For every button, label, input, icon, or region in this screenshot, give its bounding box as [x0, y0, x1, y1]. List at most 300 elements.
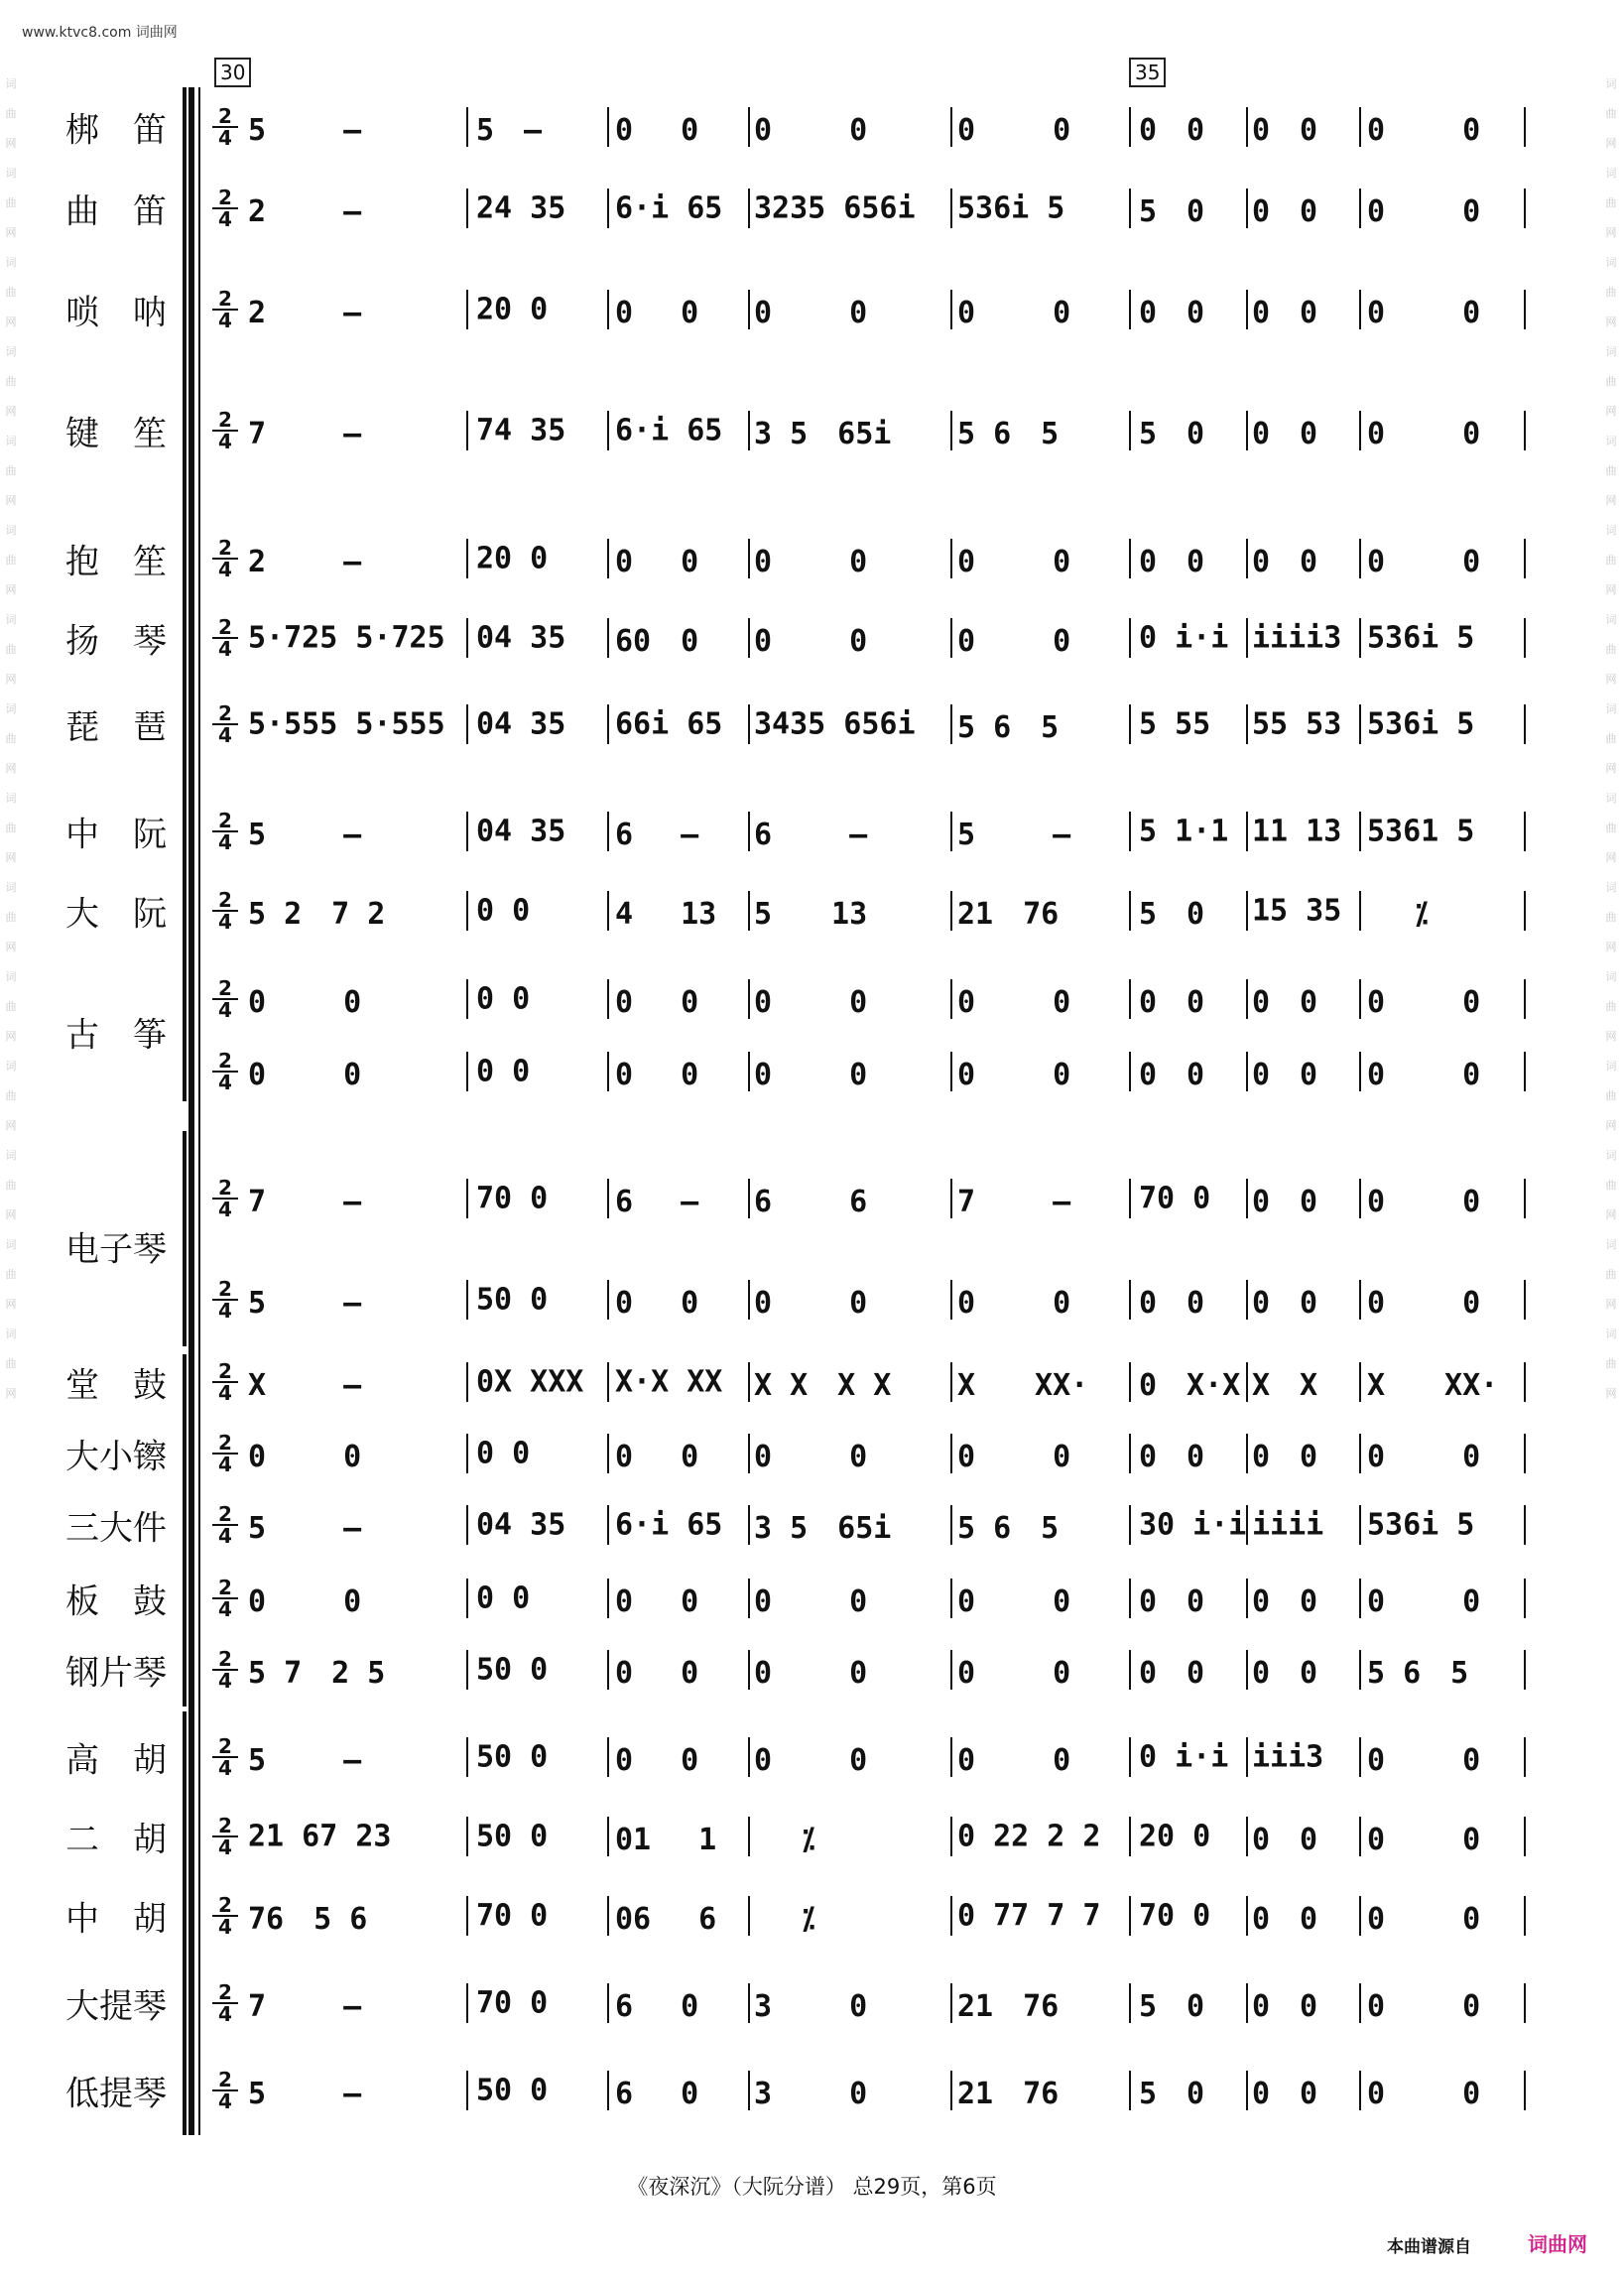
measure-notes: 24 35 — [476, 190, 566, 226]
barline — [1524, 1737, 1526, 1777]
barline — [1129, 189, 1131, 228]
barline — [1359, 1737, 1361, 1777]
time-signature-top: 2 — [212, 978, 238, 1000]
barline — [1129, 812, 1131, 851]
time-signature — [212, 811, 238, 852]
barline — [1359, 812, 1361, 851]
measure-notes: 2 – — [248, 545, 362, 579]
barline — [1524, 411, 1526, 450]
time-signature-bottom: 4 — [218, 1381, 232, 1405]
time-signature — [212, 1895, 238, 1937]
barline — [1524, 891, 1526, 931]
measure-notes: 0 0 — [1139, 545, 1205, 579]
barline — [748, 1280, 750, 1320]
measure-notes: 21 76 — [957, 2077, 1060, 2111]
barline — [950, 1983, 952, 2023]
barline — [1246, 1362, 1248, 1402]
measure-notes: 0 0 — [754, 1743, 868, 1778]
instrument-name: 唢 呐 — [65, 293, 167, 333]
barline — [1524, 1179, 1526, 1218]
measure-notes: 3 5 65i — [754, 1511, 892, 1546]
instrument-name: 琵 琶 — [65, 707, 167, 748]
measure-notes: iiii — [1252, 1507, 1324, 1543]
barline — [466, 1362, 468, 1402]
barline — [1129, 2071, 1131, 2110]
measure-notes: ⁒ — [1367, 897, 1429, 932]
measure-notes: 5 – — [248, 2077, 362, 2111]
measure-notes: 5361 5 — [1367, 814, 1475, 849]
time-signature-top: 2 — [212, 1279, 238, 1301]
measure-notes: 0 0 — [957, 113, 1071, 148]
instrument-name: 低提琴 — [65, 2074, 167, 2114]
measure-notes: 60 0 — [615, 624, 699, 659]
measure-notes: 5 – — [248, 113, 362, 148]
time-signature-top: 2 — [212, 538, 238, 560]
barline — [950, 1896, 952, 1936]
barline — [950, 1052, 952, 1091]
measure-notes: 0 0 — [1367, 1584, 1481, 1619]
time-signature-bottom: 4 — [218, 1198, 232, 1221]
barline — [466, 411, 468, 450]
barline — [1524, 1280, 1526, 1320]
measure-notes: 3435 656i — [754, 706, 916, 742]
time-signature-bottom: 4 — [218, 998, 232, 1022]
measure-notes: 0 0 — [957, 296, 1071, 330]
barline — [1524, 812, 1526, 851]
barline — [748, 1362, 750, 1402]
barline — [1524, 618, 1526, 658]
measure-notes: 0 X·X — [1139, 1368, 1241, 1403]
barline — [607, 1179, 609, 1218]
measure-notes: 6 – — [615, 818, 699, 852]
measure-notes: 0 0 — [957, 1584, 1071, 1619]
measure-notes: 0 0 — [1367, 1823, 1481, 1857]
barline — [950, 2071, 952, 2110]
measure-notes: 0 0 — [615, 545, 699, 579]
measure-notes: 0 0 — [615, 1584, 699, 1619]
instrument-name: 大小镲 — [65, 1437, 167, 1477]
barline — [1246, 1505, 1248, 1545]
barline — [1524, 979, 1526, 1019]
measure-notes: 0 0 — [1252, 1584, 1318, 1619]
barline — [466, 618, 468, 658]
time-signature-top: 2 — [212, 1816, 238, 1837]
measure-notes: 6 0 — [615, 1989, 699, 2024]
barline — [607, 618, 609, 658]
time-signature-bottom: 4 — [218, 1524, 232, 1548]
barline — [1359, 891, 1361, 931]
barline — [1246, 618, 1248, 658]
measure-notes: 0 0 — [615, 296, 699, 330]
instrument-name: 三大件 — [65, 1508, 167, 1549]
measure-notes: 7 – — [248, 1185, 362, 1219]
measure-notes: 2 – — [248, 296, 362, 330]
barline — [466, 1052, 468, 1091]
measure-notes: 7 – — [248, 417, 362, 451]
site-url[interactable]: www.ktvc8.com 词曲网 — [22, 25, 178, 41]
measure-notes: 0 0 — [476, 893, 531, 929]
measure-notes: 0 0 — [1139, 1058, 1205, 1092]
instrument-name: 板 鼓 — [65, 1581, 167, 1622]
measure-notes: 0 0 — [754, 1440, 868, 1474]
measure-notes: 0 0 — [248, 1584, 362, 1619]
measure-notes: 6·i 65 — [615, 1507, 723, 1543]
side-watermark-left: 词曲网词曲网词曲网词曲网词曲网词曲网词曲网词曲网词曲网词曲网词曲网词曲网词曲网词曲网词曲网 — [5, 77, 17, 1400]
barline — [466, 1650, 468, 1690]
barline — [950, 704, 952, 744]
barline — [466, 2071, 468, 2110]
instrument-name: 键 笙 — [65, 414, 167, 454]
measure-notes: 0 0 — [1252, 113, 1318, 148]
group-bracket — [183, 1711, 187, 2135]
system-start-barline — [198, 87, 200, 2135]
barline — [1129, 1983, 1131, 2023]
measure-notes: 0 0 — [615, 1058, 699, 1092]
measure-notes: 0 0 — [1367, 1058, 1481, 1092]
barline — [950, 107, 952, 147]
barline — [748, 1052, 750, 1091]
measure-notes: iii3 — [1252, 1739, 1324, 1775]
instrument-name: 大提琴 — [65, 1986, 167, 2027]
barline — [1246, 107, 1248, 147]
barline — [950, 1505, 952, 1545]
time-signature-bottom: 4 — [218, 723, 232, 747]
instrument-name: 中 阮 — [65, 815, 167, 855]
barline — [1129, 1280, 1131, 1320]
barline — [748, 189, 750, 228]
barline — [1246, 1179, 1248, 1218]
barline — [1246, 539, 1248, 578]
measure-notes: 50 0 — [476, 1282, 549, 1318]
measure-notes: 20 0 — [476, 292, 549, 327]
measure-notes: 0 0 — [754, 1286, 868, 1321]
measure-notes: 3235 656i — [754, 190, 916, 226]
measure-notes: 0 0 — [957, 1656, 1071, 1691]
measure-notes: 74 35 — [476, 413, 566, 448]
measure-notes: 0 0 — [1252, 985, 1318, 1020]
barline — [607, 1737, 609, 1777]
measure-notes: 11 13 — [1252, 814, 1342, 849]
instrument-name: 古 筝 — [65, 1015, 167, 1056]
measure-notes: 04 35 — [476, 814, 566, 849]
barline — [950, 290, 952, 329]
barline — [607, 1434, 609, 1473]
measure-notes: 0X XXX — [476, 1364, 584, 1400]
measure-notes: 5 0 — [1139, 897, 1205, 932]
barline — [1129, 1896, 1131, 1936]
side-watermark-right: 词曲网词曲网词曲网词曲网词曲网词曲网词曲网词曲网词曲网词曲网词曲网词曲网词曲网词曲网词曲网 — [1605, 77, 1617, 1400]
measure-notes: 0 0 — [615, 1656, 699, 1691]
barline — [466, 290, 468, 329]
measure-notes: X·X XX — [615, 1364, 723, 1400]
measure-notes: 0 0 — [1252, 296, 1318, 330]
barline — [607, 704, 609, 744]
barline — [1524, 539, 1526, 578]
time-signature-bottom: 4 — [218, 1835, 232, 1859]
brand-logo[interactable]: 词曲网 — [1528, 2232, 1587, 2256]
group-bracket — [183, 87, 187, 615]
barline — [748, 1896, 750, 1936]
measure-notes: 0 0 — [476, 1581, 531, 1616]
measure-notes: 0 0 — [248, 985, 362, 1020]
barline — [1524, 107, 1526, 147]
measure-notes: 3 0 — [754, 2077, 868, 2111]
measure-notes: 0 0 — [1367, 1989, 1481, 2024]
measure-notes: 06 6 — [615, 1902, 717, 1937]
measure-notes: 0 0 — [1252, 1440, 1318, 1474]
measure-notes: 0 0 — [1139, 985, 1205, 1020]
time-signature — [212, 1816, 238, 1857]
measure-notes: 6 – — [615, 1185, 699, 1219]
group-bracket — [183, 1354, 187, 1707]
measure-notes: 0 0 — [1367, 1185, 1481, 1219]
time-signature-top: 2 — [212, 1504, 238, 1526]
measure-notes: 0 i·i — [1139, 1739, 1229, 1775]
measure-notes: 0 0 — [754, 624, 868, 659]
measure-notes: 536i 5 — [1367, 620, 1475, 656]
instrument-name: 二 胡 — [65, 1820, 167, 1860]
measure-notes: 5 0 — [1139, 2077, 1205, 2111]
measure-notes: 0 i·i — [1139, 620, 1229, 656]
instrument-name: 钢片琴 — [65, 1653, 167, 1694]
time-signature-top: 2 — [212, 410, 238, 432]
barline — [1129, 891, 1131, 931]
measure-notes: 20 0 — [1139, 1819, 1211, 1854]
barline — [1524, 1650, 1526, 1690]
barline — [466, 107, 468, 147]
barline — [1246, 1434, 1248, 1473]
time-signature-bottom: 4 — [218, 1597, 232, 1621]
barline — [1524, 1505, 1526, 1545]
measure-notes: 0 0 — [957, 1058, 1071, 1092]
measure-notes: X XX· — [957, 1368, 1089, 1403]
time-signature-top: 2 — [212, 1649, 238, 1671]
barline — [950, 411, 952, 450]
time-signature-top: 2 — [212, 1578, 238, 1599]
barline — [1129, 107, 1131, 147]
group-bracket — [183, 967, 187, 1101]
measure-notes: 2 – — [248, 194, 362, 229]
barline — [1359, 618, 1361, 658]
measure-notes: 5 2 7 2 — [248, 897, 386, 932]
instrument-name: 曲 笛 — [65, 191, 167, 232]
time-signature — [212, 538, 238, 579]
time-signature — [212, 1982, 238, 2024]
time-signature — [212, 1361, 238, 1403]
measure-notes: 50 0 — [476, 1739, 549, 1775]
time-signature — [212, 890, 238, 932]
barline — [1246, 704, 1248, 744]
rehearsal-mark-35: 35 — [1129, 58, 1166, 87]
time-signature — [212, 106, 238, 148]
barline — [607, 107, 609, 147]
time-signature-bottom: 4 — [218, 1453, 232, 1476]
measure-notes: 50 0 — [476, 1652, 549, 1688]
time-signature-bottom: 4 — [218, 637, 232, 661]
barline — [748, 107, 750, 147]
measure-notes: 0 0 — [248, 1058, 362, 1092]
group-bracket — [183, 1131, 187, 1346]
measure-notes: 0 0 — [1367, 1902, 1481, 1937]
measure-notes: 0 0 — [1252, 1286, 1318, 1321]
measure-notes: 0 0 — [476, 981, 531, 1017]
barline — [748, 704, 750, 744]
barline — [1246, 1280, 1248, 1320]
measure-notes: 50 0 — [476, 2073, 549, 2108]
measure-notes: 536i 5 — [1367, 1507, 1475, 1543]
barline — [950, 812, 952, 851]
time-signature-top: 2 — [212, 617, 238, 639]
measure-notes: 21 76 — [957, 1989, 1060, 2024]
measure-notes: 5 6 5 — [957, 710, 1060, 745]
barline — [1359, 1362, 1361, 1402]
measure-notes: 0 0 — [615, 1286, 699, 1321]
measure-notes: 0 0 — [1367, 985, 1481, 1020]
barline — [1129, 1362, 1131, 1402]
instrument-name: 抱 笙 — [65, 542, 167, 582]
barline — [950, 1280, 952, 1320]
barline — [748, 812, 750, 851]
barline — [1129, 1650, 1131, 1690]
measure-notes: 5 – — [248, 818, 362, 852]
barline — [1359, 290, 1361, 329]
time-signature-bottom: 4 — [218, 2089, 232, 2113]
barline — [466, 1983, 468, 2023]
barline — [607, 979, 609, 1019]
measure-notes: 7 – — [957, 1185, 1071, 1219]
barline — [1359, 1052, 1361, 1091]
barline — [1246, 1052, 1248, 1091]
barline — [1359, 539, 1361, 578]
time-signature-top: 2 — [212, 703, 238, 725]
instrument-name: 堂 鼓 — [65, 1365, 167, 1406]
measure-notes: 01 1 — [615, 1823, 717, 1857]
barline — [950, 1179, 952, 1218]
measure-notes: 0 0 — [754, 545, 868, 579]
time-signature — [212, 1649, 238, 1691]
barline — [466, 704, 468, 744]
barline — [748, 1505, 750, 1545]
barline — [607, 189, 609, 228]
instrument-name: 梆 笛 — [65, 110, 167, 151]
measure-notes: 0 0 — [957, 1286, 1071, 1321]
measure-notes: 5 1·1 — [1139, 814, 1229, 849]
measure-notes: X – — [248, 1368, 362, 1403]
time-signature-top: 2 — [212, 289, 238, 311]
measure-notes: 536i 5 — [1367, 706, 1475, 742]
measure-notes: 04 35 — [476, 706, 566, 742]
barline — [607, 1280, 609, 1320]
time-signature-bottom: 4 — [218, 1915, 232, 1939]
measure-notes: 0 0 — [754, 1584, 868, 1619]
time-signature-top: 2 — [212, 1051, 238, 1073]
measure-notes: 5 0 — [1139, 1989, 1205, 2024]
barline — [466, 1179, 468, 1218]
barline — [748, 1579, 750, 1618]
time-signature-bottom: 4 — [218, 1299, 232, 1323]
measure-notes: 0 0 — [615, 1743, 699, 1778]
time-signature-top: 2 — [212, 1736, 238, 1758]
measure-notes: 0 0 — [1367, 1440, 1481, 1474]
barline — [1359, 1179, 1361, 1218]
measure-notes: 70 0 — [476, 1181, 549, 1216]
measure-notes: 5 6 5 — [957, 1511, 1060, 1546]
measure-notes: 50 0 — [476, 1819, 549, 1854]
measure-notes: 0 0 — [1139, 1584, 1205, 1619]
barline — [607, 1052, 609, 1091]
measure-notes: ⁒ — [754, 1902, 815, 1937]
barline — [748, 1434, 750, 1473]
barline — [607, 1362, 609, 1402]
time-signature — [212, 1736, 238, 1778]
barline — [607, 539, 609, 578]
time-signature-top: 2 — [212, 1895, 238, 1917]
measure-notes: 0 0 — [1252, 2077, 1318, 2111]
barline — [748, 1817, 750, 1856]
barline — [1359, 107, 1361, 147]
barline — [607, 290, 609, 329]
time-signature-top: 2 — [212, 1178, 238, 1200]
barline — [466, 812, 468, 851]
measure-notes: 0 0 — [1252, 194, 1318, 229]
measure-notes: 0 0 — [754, 296, 868, 330]
measure-notes: 0 0 — [1367, 1743, 1481, 1778]
measure-notes: 0 0 — [957, 624, 1071, 659]
time-signature-top: 2 — [212, 1433, 238, 1455]
measure-notes: 6 0 — [615, 2077, 699, 2111]
measure-notes: 0 0 — [1139, 1656, 1205, 1691]
time-signature — [212, 703, 238, 745]
instrument-name: 大 阮 — [65, 894, 167, 935]
measure-notes: 0 0 — [957, 1440, 1071, 1474]
measure-notes: 0 0 — [1252, 1989, 1318, 2024]
barline — [1524, 1579, 1526, 1618]
barline — [1359, 1817, 1361, 1856]
measure-notes: 5 6 5 — [957, 417, 1060, 451]
measure-notes: 536i 5 — [957, 190, 1065, 226]
page-footer: 《夜深沉》（大阮分谱） 总29页，第6页 — [627, 2175, 997, 2199]
measure-notes: 66i 65 — [615, 706, 723, 742]
measure-notes: ⁒ — [754, 1823, 815, 1857]
barline — [607, 411, 609, 450]
instrument-name: 电子琴 — [65, 1229, 167, 1270]
barline — [1524, 1896, 1526, 1936]
time-signature — [212, 1433, 238, 1474]
measure-notes: 0 0 — [1367, 2077, 1481, 2111]
barline — [748, 1179, 750, 1218]
barline — [1524, 2071, 1526, 2110]
time-signature-top: 2 — [212, 1361, 238, 1383]
barline — [607, 1896, 609, 1936]
barline — [950, 189, 952, 228]
measure-notes: 0 0 — [754, 985, 868, 1020]
barline — [607, 1505, 609, 1545]
measure-notes: 76 5 6 — [248, 1902, 368, 1937]
barline — [1524, 1817, 1526, 1856]
barline — [950, 891, 952, 931]
measure-notes: 5 0 — [1139, 194, 1205, 229]
measure-notes: 5 0 — [1139, 417, 1205, 451]
barline — [1359, 979, 1361, 1019]
time-signature-top: 2 — [212, 2070, 238, 2091]
barline — [1246, 189, 1248, 228]
measure-notes: 0 0 — [1252, 1823, 1318, 1857]
time-signature — [212, 617, 238, 659]
time-signature — [212, 188, 238, 229]
time-signature-top: 2 — [212, 811, 238, 832]
barline — [1129, 411, 1131, 450]
time-signature — [212, 1504, 238, 1546]
